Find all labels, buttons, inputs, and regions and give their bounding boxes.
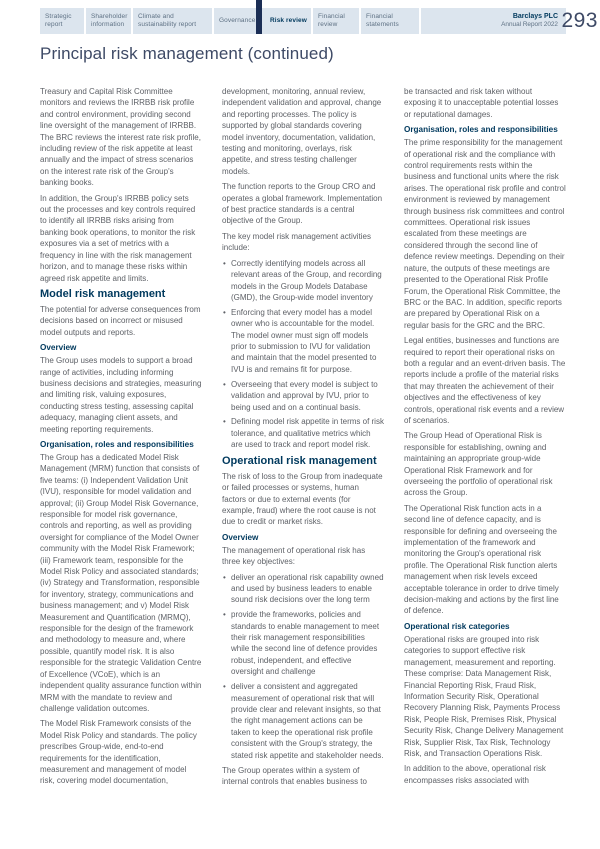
paragraph: In addition, the Group's IRRBB policy sets out the processes and key controls required to identify all IRRBB risks arising from banking book operations, to monitor the risk exposures via a set of metrics with a frequency in line with the risk management horizon, and to manage these risks within agreed risk appetite and limits. xyxy=(40,193,196,283)
tab-label: Financial statements xyxy=(366,13,399,28)
bullet-item: • Overseeing that every model is subject to validation and approval by IVU, prior to being used and on a continual basis. xyxy=(222,379,384,413)
paragraph: The key model risk management activities include: xyxy=(222,231,371,253)
paragraph: be transacted and risk taken without exposing it to unacceptable potential losses or reputational damages. xyxy=(404,87,559,119)
paragraph: The function reports to the Group CRO and operates a global framework. Implementation of best practice standards is a central objective of the Group. xyxy=(222,182,383,226)
tab-label: Financial review xyxy=(318,13,345,28)
sub-heading: Overview xyxy=(40,343,77,353)
tab-label: Governance xyxy=(219,17,256,25)
body-columns xyxy=(40,86,567,792)
text-column-3 xyxy=(404,86,566,792)
text-column-2 xyxy=(222,86,384,792)
bullet-item: • Enforcing that every model has a model owner who is accountable for the model. The model owner must sign off models prior to submission to IVU for validation and maintain that the model presented to IVU is and remains fit for purpose. xyxy=(222,307,384,375)
sub-heading: Organisation, roles and responsibilities xyxy=(404,125,558,135)
bullet-list xyxy=(222,258,384,451)
paragraph: The Operational Risk function acts in a second line of defence capacity, and is responsible for defining and overseeing the implementation of the framework and monitoring the Group's operational risk profile. The Operational Risk function alerts management when risk levels exceed acceptable tolerance in order to drive timely decision-making and actions by the first line of defence. xyxy=(404,503,559,616)
paragraph: The management of operational risk has three key objectives: xyxy=(222,545,366,567)
tab-risk-review[interactable] xyxy=(262,8,311,34)
tab-governance[interactable] xyxy=(214,8,260,34)
tab-climate-and-sustainability-report[interactable] xyxy=(133,8,212,34)
paragraph: Treasury and Capital Risk Committee monitors and reviews the IRRBB risk profile and control environment, providing second line oversight of the management of IRRBB. The BRC reviews the interest rate risk profile, including review of the risk appetite at least annually and the impact of stress scenarios on the interest rate risk of the Group's banking books. xyxy=(40,87,201,188)
paragraph: Legal entities, businesses and functions are required to report their operational risks on both a regular and an event-driven basis. The reports include a profile of the material risks that may threaten the achievement of their objectives and the effectiveness of key controls, operational risk events and a review of scenarios. xyxy=(404,336,566,425)
brand-block xyxy=(421,8,566,34)
tab-label: Risk review xyxy=(270,17,307,25)
page-title: Principal risk management (continued) xyxy=(40,44,334,63)
paragraph: The prime responsibility for the management of operational risk and the compliance with control requirements rests within the business and functional units where the risk arises. The operational risk profile and control environment is reviewed by management through business risk committees and control committees. Operational risk issues escalated from these meetings are considered through the second line of defence review meetings. Depending on their nature, the outputs of these meetings are presented to the Operational Risk Profile Forum, the Operational Risk Committee, the BRC or the BAC. In addition, specific reports are prepared by Operational Risk on a regular basis for the GRC and the BRC. xyxy=(404,138,566,330)
paragraph: The Group has a dedicated Model Risk Management (MRM) function that consists of five teams: (i) Independent Validation Unit (IVU), responsible for model validation and approval; (ii) Group Model Risk Governance, responsible for model risk governance, controls and reporting, as well as providing oversight for compliance of the Model Owner community with the Model Risk Framework; (iii) Framework team, responsible for the Model Risk Policy and associated standards; (iv) Strategy and Transformation, responsible for inventory, strategy, communications and business management; and v) Model Risk Measurement and Quantification (MRMQ), responsible for the design of the framework and methodology to measure and, where possible, quantify model risk. It is also responsible for the strategic Validation Centre of Excellence (VCoE), which is an independent quality assurance function within MRM with the mandate to review and challenge validation outcomes. xyxy=(40,452,202,713)
paragraph: The potential for adverse consequences from decisions based on incorrect or misused model outputs and reports. xyxy=(40,304,201,337)
brand-report-year: Annual Report 2022 xyxy=(501,21,558,29)
bullet-item: • Defining model risk appetite in terms of risk tolerance, and qualitative metrics which are used to track and report model risk. xyxy=(222,416,384,450)
active-tab-indicator xyxy=(256,0,262,34)
bullet-item: • deliver a consistent and aggregated measurement of operational risk that will provide clear and relevant insights, so that the right management actions can be taken to keep the operational risk profile consistent with the Group's strategy, the stated risk appetite and stakeholder needs. xyxy=(222,681,384,761)
bullet-item: • Correctly identifying models across all relevant areas of the Group, and recording models in the Group Models Database (GMD), the Group-wide model inventory xyxy=(222,258,384,304)
bullet-list xyxy=(222,572,384,762)
section-heading: Model risk management xyxy=(40,287,166,300)
paragraph: The Model Risk Framework consists of the Model Risk Policy and standards. The policy prescribes Group-wide, end-to-end requirements for the identification, measurement and management of model risk, covering model documentation, xyxy=(40,719,197,786)
paragraph: The Group uses models to support a broad range of activities, including informing business decisions and strategies, measuring and limiting risk, valuing exposures, conducting stress testing, assessing capital adequacy, managing client assets, and meeting reporting requirements. xyxy=(40,356,202,434)
tab-label: Shareholder information xyxy=(91,13,128,28)
tab-label: Climate and sustainability report xyxy=(138,13,197,28)
paragraph: Operational risks are grouped into risk categories to support effective risk management, measurement and reporting. These comprise: Data Management Risk, Financial Reporting Risk, Fraud Risk, Information Security Risk, Operational Recovery Planning Risk, Payments Process Risk, People Risk, Premises Risk, Physical Security Risk, Change Delivery Management Risk, Supplier Risk, Tax Risk, Technology Risk, and Transaction Operations Risk. xyxy=(404,634,564,758)
tab-financial-statements[interactable] xyxy=(361,8,419,34)
report-section-tab-bar xyxy=(40,8,566,34)
paragraph: In addition to the above, operational risk encompasses risks associated with xyxy=(404,764,546,785)
page-number: 293 xyxy=(561,9,598,32)
section-heading: Operational risk management xyxy=(222,454,377,467)
bullet-item: • provide the frameworks, policies and standards to enable management to meet their risk management responsibilities while the second line of defence provides robust, independent, and effective oversight and challenge xyxy=(222,609,384,677)
tab-label: Strategic report xyxy=(45,13,72,28)
paragraph: The Group Head of Operational Risk is responsible for establishing, owning and maintaining an appropriate group-wide Operational Risk Framework and for overseeing the portfolio of operational risk across the Group. xyxy=(404,431,553,498)
paragraph: The Group operates within a system of internal controls that enables business to xyxy=(222,766,367,787)
sub-heading: Organisation, roles and responsibilities xyxy=(40,439,194,449)
bullet-item: • deliver an operational risk capability owned and used by business leaders to enable sound risk decisions over the long term xyxy=(222,572,384,606)
paragraph: The risk of loss to the Group from inadequate or failed processes or systems, human factors or due to external events (for example, fraud) where the root cause is not due to credit or market risks. xyxy=(222,471,383,527)
brand-name: Barclays PLC xyxy=(512,13,558,21)
paragraph: development, monitoring, annual review, independent validation and approval, change and reporting processes. The policy is supported by global standards covering model inventory, documentation, validation, testing and monitoring, overlays, risk appetite, and stress testing challenger models. xyxy=(222,87,382,176)
sub-heading: Operational risk categories xyxy=(404,621,510,631)
tab-shareholder-information[interactable] xyxy=(86,8,131,34)
sub-heading: Overview xyxy=(222,532,259,542)
tab-financial-review[interactable] xyxy=(313,8,359,34)
text-column-1 xyxy=(40,86,202,792)
tab-strategic-report[interactable] xyxy=(40,8,84,34)
